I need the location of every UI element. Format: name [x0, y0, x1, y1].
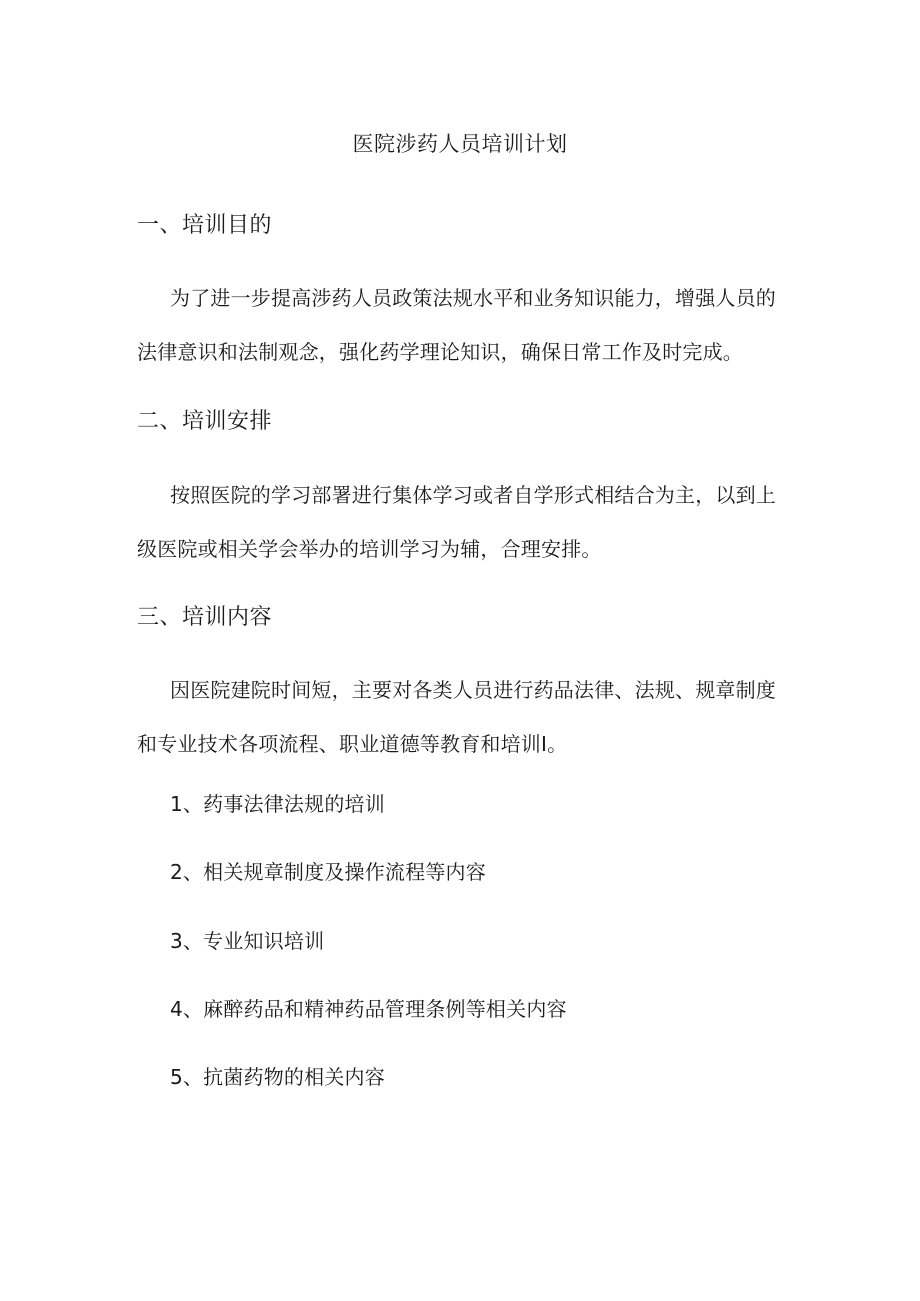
section-heading-arrangement: 二、培训安排 — [137, 409, 273, 434]
section-heading-purpose: 一、培训目的 — [137, 213, 273, 238]
list-item: 4、麻醉药品和精神药品管理条例等相关内容 — [170, 997, 567, 1021]
section-heading-content: 三、培训内容 — [137, 605, 273, 630]
list-item: 1、药事法律法规的培训 — [170, 792, 385, 816]
section-paragraph-arrangement: 按照医院的学习部署进行集体学习或者自学形式相结合为主，以到上级医院或相关学会举办的培训学习为辅，合理安排。 — [137, 483, 776, 561]
section-paragraph-purpose: 为了进一步提高涉药人员政策法规水平和业务知识能力，增强人员的法律意识和法制观念，强化药学理论知识，确保日常工作及时完成。 — [137, 286, 776, 364]
list-item: 2、相关规章制度及操作流程等内容 — [170, 860, 486, 884]
section-paragraph-content: 因医院建院时间短，主要对各类人员进行药品法律、法规、规章制度和专业技术各项流程、职业道德等教育和培训I。 — [137, 678, 776, 756]
page-title: 医院涉药人员培训计划 — [352, 132, 568, 156]
list-item: 5、抗菌药物的相关内容 — [170, 1065, 385, 1089]
list-item: 3、专业知识培训 — [170, 929, 325, 953]
